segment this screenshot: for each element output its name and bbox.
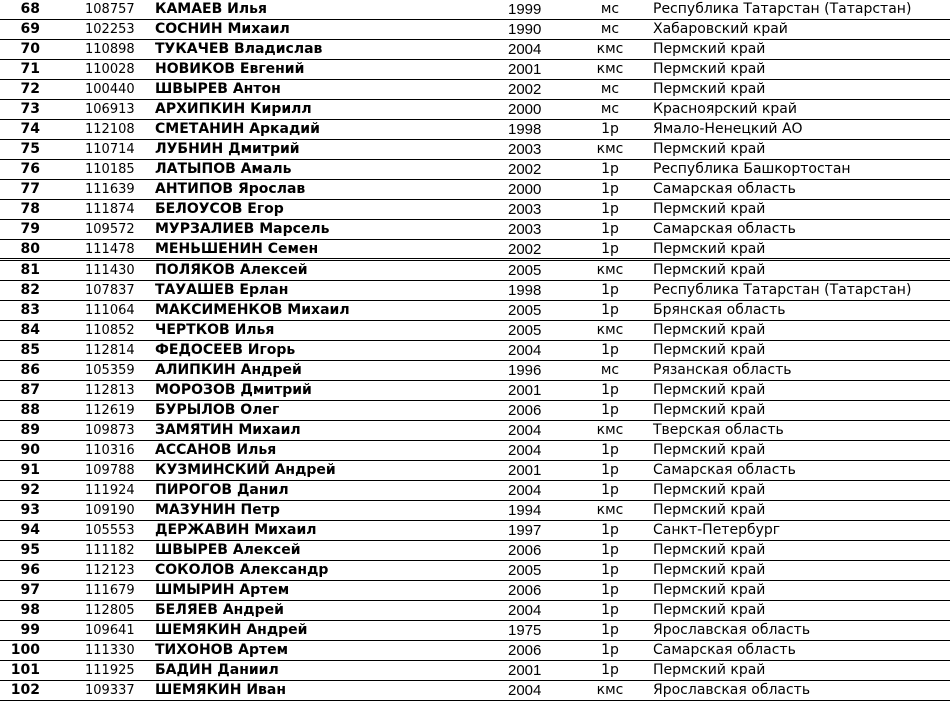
athlete-name: ШЕМЯКИН Андрей (155, 622, 308, 638)
sport-rank: 1р (601, 382, 619, 398)
athlete-name: ПОЛЯКОВ Алексей (155, 262, 308, 278)
sport-rank: 1р (601, 662, 619, 678)
table-row (0, 140, 950, 160)
athlete-name: МАКСИМЕНКОВ Михаил (155, 302, 350, 318)
birth-year: 2006 (508, 402, 542, 419)
athlete-name: ПИРОГОВ Данил (155, 482, 289, 498)
sport-rank: 1р (601, 622, 619, 638)
table-row (0, 200, 950, 220)
place-number: 78 (20, 201, 40, 217)
athlete-id: 112123 (85, 563, 135, 578)
region: Пермский край (653, 402, 766, 418)
table-row (0, 521, 950, 541)
place-number: 72 (20, 81, 40, 97)
region: Республика Башкортостан (653, 161, 851, 177)
athlete-name: ТУКАЧЕВ Владислав (155, 41, 323, 57)
athlete-name: МЕНЬШЕНИН Семен (155, 241, 319, 257)
athlete-id: 110898 (85, 42, 135, 57)
region: Пермский край (653, 241, 766, 257)
region: Ямало-Ненецкий АО (653, 121, 803, 137)
table-row (0, 601, 950, 621)
sport-rank: 1р (601, 302, 619, 318)
region: Пермский край (653, 201, 766, 217)
place-number: 100 (10, 642, 40, 658)
athlete-id: 110852 (85, 323, 135, 338)
sport-rank: 1р (601, 482, 619, 498)
table-row (0, 561, 950, 581)
athlete-id: 109873 (85, 423, 135, 438)
region: Республика Татарстан (Татарстан) (653, 282, 912, 298)
place-number: 69 (20, 21, 40, 37)
sport-rank: мс (600, 21, 620, 37)
table-row (0, 581, 950, 601)
birth-year: 1994 (508, 502, 542, 519)
table-row (0, 160, 950, 180)
athlete-name: БЕЛОУСОВ Егор (155, 201, 284, 217)
place-number: 101 (10, 662, 40, 678)
birth-year: 2006 (508, 582, 542, 599)
place-number: 83 (20, 302, 40, 318)
place-number: 77 (20, 181, 40, 197)
table-row (0, 120, 950, 140)
region: Брянская область (653, 302, 786, 318)
place-number: 76 (20, 161, 40, 177)
athlete-id: 111639 (85, 182, 135, 197)
birth-year: 2001 (508, 462, 542, 479)
athlete-id: 110714 (85, 142, 135, 157)
birth-year: 2002 (508, 161, 542, 178)
place-number: 96 (20, 562, 40, 578)
athlete-id: 112814 (85, 343, 135, 358)
region: Красноярский край (653, 101, 797, 117)
place-number: 81 (20, 262, 40, 278)
sport-rank: 1р (601, 221, 619, 237)
athlete-name: ШВЫРЕВ Алексей (155, 542, 301, 558)
table-row (0, 341, 950, 361)
athlete-id: 106913 (85, 102, 135, 117)
athlete-id: 108757 (85, 2, 135, 17)
birth-year: 2006 (508, 542, 542, 559)
place-number: 91 (20, 462, 40, 478)
athlete-id: 111430 (85, 263, 135, 278)
table-row (0, 20, 950, 40)
table-row (0, 100, 950, 120)
athlete-id: 111924 (85, 483, 135, 498)
region: Пермский край (653, 602, 766, 618)
birth-year: 2005 (508, 562, 542, 579)
birth-year: 2003 (508, 201, 542, 218)
birth-year: 1998 (508, 282, 542, 299)
place-number: 90 (20, 442, 40, 458)
table-row (0, 301, 950, 321)
sport-rank: кмс (596, 682, 624, 698)
region: Пермский край (653, 382, 766, 398)
athlete-name: АРХИПКИН Кирилл (155, 101, 312, 117)
athlete-name: СМЕТАНИН Аркадий (155, 121, 320, 137)
birth-year: 1999 (508, 1, 542, 18)
place-number: 102 (10, 682, 40, 698)
place-number: 80 (20, 241, 40, 257)
athlete-id: 111064 (85, 303, 135, 318)
athlete-name: БЕЛЯЕВ Андрей (155, 602, 284, 618)
athlete-id: 109337 (85, 683, 135, 698)
place-number: 68 (20, 1, 40, 17)
athlete-id: 100440 (85, 82, 135, 97)
birth-year: 1990 (508, 21, 542, 38)
region: Ярославская область (653, 622, 811, 638)
birth-year: 1996 (508, 362, 542, 379)
table-row (0, 661, 950, 681)
birth-year: 2005 (508, 302, 542, 319)
place-number: 74 (20, 121, 40, 137)
athlete-name: ШВЫРЕВ Антон (155, 81, 281, 97)
athlete-name: ЧЕРТКОВ Илья (155, 322, 275, 338)
sport-rank: 1р (601, 462, 619, 478)
table-row (0, 321, 950, 341)
birth-year: 1975 (508, 622, 542, 639)
region: Самарская область (653, 642, 796, 658)
table-row (0, 40, 950, 60)
sport-rank: 1р (601, 201, 619, 217)
place-number: 71 (20, 61, 40, 77)
athlete-name: ТИХОНОВ Артем (155, 642, 289, 658)
place-number: 95 (20, 542, 40, 558)
region: Тверская область (653, 422, 784, 438)
table-row (0, 681, 950, 701)
birth-year: 2004 (508, 342, 542, 359)
athlete-id: 112108 (85, 122, 135, 137)
sport-rank: кмс (596, 41, 624, 57)
birth-year: 2001 (508, 61, 542, 78)
athlete-name: БУРЫЛОВ Олег (155, 402, 280, 418)
athlete-id: 109190 (85, 503, 135, 518)
athlete-id: 110316 (85, 443, 135, 458)
sport-rank: 1р (601, 342, 619, 358)
table-row (0, 240, 950, 261)
place-number: 75 (20, 141, 40, 157)
athlete-name: ЗАМЯТИН Михаил (155, 422, 301, 438)
table-row (0, 80, 950, 100)
birth-year: 2005 (508, 262, 542, 279)
region: Пермский край (653, 61, 766, 77)
place-number: 82 (20, 282, 40, 298)
sport-rank: 1р (601, 542, 619, 558)
athlete-id: 111182 (85, 543, 135, 558)
place-number: 89 (20, 422, 40, 438)
region: Пермский край (653, 542, 766, 558)
place-number: 94 (20, 522, 40, 538)
table-row (0, 381, 950, 401)
birth-year: 2004 (508, 422, 542, 439)
athlete-name: АССАНОВ Илья (155, 442, 277, 458)
place-number: 84 (20, 322, 40, 338)
sport-rank: 1р (601, 402, 619, 418)
athlete-name: МУРЗАЛИЕВ Марсель (155, 221, 330, 237)
athlete-name: НОВИКОВ Евгений (155, 61, 305, 77)
table-row (0, 361, 950, 381)
region: Санкт-Петербург (653, 522, 781, 538)
table-row (0, 220, 950, 240)
athlete-name: КУЗМИНСКИЙ Андрей (155, 462, 336, 478)
place-number: 98 (20, 602, 40, 618)
table-row (0, 180, 950, 200)
region: Пермский край (653, 442, 766, 458)
athlete-name: КАМАЕВ Илья (155, 1, 267, 17)
sport-rank: 1р (601, 181, 619, 197)
region: Самарская область (653, 181, 796, 197)
table-row (0, 0, 950, 20)
birth-year: 2001 (508, 382, 542, 399)
table-row (0, 461, 950, 481)
region: Пермский край (653, 262, 766, 278)
region: Пермский край (653, 502, 766, 518)
athlete-name: МАЗУНИН Петр (155, 502, 280, 518)
sport-rank: кмс (596, 61, 624, 77)
birth-year: 2003 (508, 141, 542, 158)
athlete-id: 111330 (85, 643, 135, 658)
sport-rank: 1р (601, 602, 619, 618)
region: Ярославская область (653, 682, 811, 698)
birth-year: 2003 (508, 221, 542, 238)
athlete-name: БАДИН Даниил (155, 662, 279, 678)
region: Самарская область (653, 221, 796, 237)
region: Пермский край (653, 582, 766, 598)
sport-rank: кмс (596, 322, 624, 338)
sport-rank: 1р (601, 522, 619, 538)
birth-year: 1997 (508, 522, 542, 539)
athlete-name: ТАУАШЕВ Ерлан (155, 282, 289, 298)
table-row (0, 421, 950, 441)
place-number: 92 (20, 482, 40, 498)
athlete-name: АНТИПОВ Ярослав (155, 181, 306, 197)
athlete-id: 112619 (85, 403, 135, 418)
birth-year: 2004 (508, 41, 542, 58)
place-number: 73 (20, 101, 40, 117)
table-row (0, 541, 950, 561)
athlete-id: 102253 (85, 22, 135, 37)
birth-year: 1998 (508, 121, 542, 138)
athlete-id: 107837 (85, 283, 135, 298)
region: Хабаровский край (653, 21, 788, 37)
table-row (0, 261, 950, 281)
athlete-name: СОСНИН Михаил (155, 21, 290, 37)
sport-rank: 1р (601, 121, 619, 137)
table-row (0, 641, 950, 661)
sport-rank: 1р (601, 282, 619, 298)
sport-rank: мс (600, 101, 620, 117)
athlete-name: СОКОЛОВ Александр (155, 562, 329, 578)
athlete-name: ФЕДОСЕЕВ Игорь (155, 342, 296, 358)
table-row (0, 441, 950, 461)
athlete-name: ДЕРЖАВИН Михаил (155, 522, 317, 538)
athlete-id: 112805 (85, 603, 135, 618)
region: Пермский край (653, 342, 766, 358)
sport-rank: мс (600, 1, 620, 17)
place-number: 79 (20, 221, 40, 237)
athlete-name: АЛИПКИН Андрей (155, 362, 302, 378)
place-number: 70 (20, 41, 40, 57)
place-number: 87 (20, 382, 40, 398)
athlete-id: 109788 (85, 463, 135, 478)
athlete-id: 112813 (85, 383, 135, 398)
birth-year: 2004 (508, 482, 542, 499)
table-row (0, 621, 950, 641)
table-row (0, 481, 950, 501)
birth-year: 2001 (508, 662, 542, 679)
athlete-id: 105553 (85, 523, 135, 538)
athlete-id: 111478 (85, 242, 135, 257)
sport-rank: 1р (601, 642, 619, 658)
place-number: 97 (20, 582, 40, 598)
birth-year: 2004 (508, 682, 542, 699)
athlete-id: 111679 (85, 583, 135, 598)
place-number: 86 (20, 362, 40, 378)
region: Пермский край (653, 482, 766, 498)
athlete-name: ЛУБНИН Дмитрий (155, 141, 300, 157)
birth-year: 2002 (508, 241, 542, 258)
sport-rank: кмс (596, 141, 624, 157)
sport-rank: 1р (601, 161, 619, 177)
athlete-id: 111925 (85, 663, 135, 678)
athlete-name: ШЕМЯКИН Иван (155, 682, 287, 698)
birth-year: 2006 (508, 642, 542, 659)
region: Пермский край (653, 662, 766, 678)
athlete-id: 110185 (85, 162, 135, 177)
region: Рязанская область (653, 362, 792, 378)
sport-rank: кмс (596, 502, 624, 518)
region: Республика Татарстан (Татарстан) (653, 1, 912, 17)
place-number: 93 (20, 502, 40, 518)
region: Пермский край (653, 41, 766, 57)
sport-rank: мс (600, 81, 620, 97)
sport-rank: 1р (601, 241, 619, 257)
birth-year: 2005 (508, 322, 542, 339)
birth-year: 2000 (508, 101, 542, 118)
region: Пермский край (653, 562, 766, 578)
table-row (0, 401, 950, 421)
athlete-name: ЛАТЫПОВ Амаль (155, 161, 292, 177)
sport-rank: 1р (601, 442, 619, 458)
birth-year: 2002 (508, 81, 542, 98)
athlete-name: МОРОЗОВ Дмитрий (155, 382, 312, 398)
birth-year: 2004 (508, 602, 542, 619)
region: Пермский край (653, 141, 766, 157)
sport-rank: кмс (596, 422, 624, 438)
athlete-name: ШМЫРИН Артем (155, 582, 290, 598)
place-number: 99 (20, 622, 40, 638)
region: Пермский край (653, 322, 766, 338)
athlete-id: 110028 (85, 62, 135, 77)
place-number: 85 (20, 342, 40, 358)
athlete-id: 105359 (85, 363, 135, 378)
sport-rank: мс (600, 362, 620, 378)
athlete-id: 109641 (85, 623, 135, 638)
sport-rank: 1р (601, 562, 619, 578)
athlete-id: 111874 (85, 202, 135, 217)
region: Самарская область (653, 462, 796, 478)
birth-year: 2004 (508, 442, 542, 459)
table-row (0, 60, 950, 80)
table-row (0, 501, 950, 521)
sport-rank: 1р (601, 582, 619, 598)
place-number: 88 (20, 402, 40, 418)
sport-rank: кмс (596, 262, 624, 278)
athlete-id: 109572 (85, 222, 135, 237)
region: Пермский край (653, 81, 766, 97)
birth-year: 2000 (508, 181, 542, 198)
table-row (0, 281, 950, 301)
